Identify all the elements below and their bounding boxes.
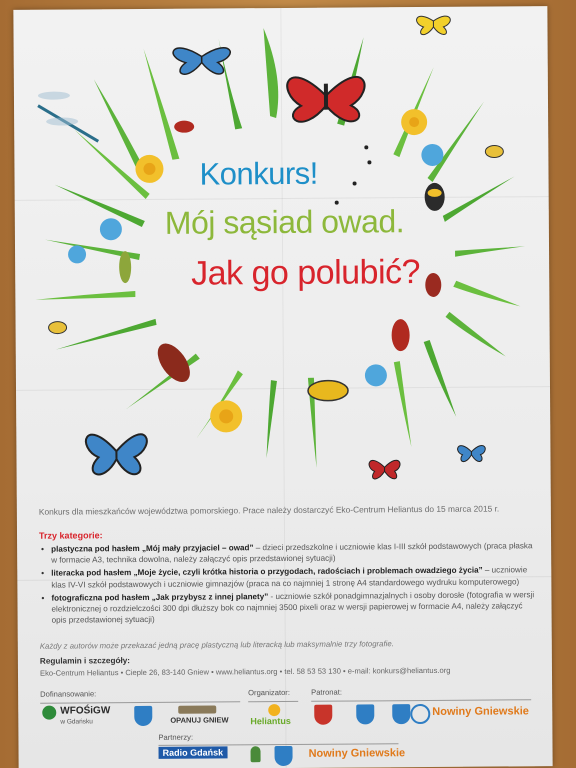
patronage-label: Patronat: bbox=[311, 687, 342, 697]
yellow-butterfly-icon bbox=[417, 16, 451, 35]
category-desc: – dzieci przedszkolne i uczniowie klas I-III szkół podstawowych (praca płaska w formacie A3, technika dowolna, należy załączyć opis przedstawionej sytuacji) bbox=[51, 541, 533, 565]
category-desc: – uczniowie klas IV-VI szkół podstawowych i uczniowie gimnazjów (praca na co najmniej 1 stronę A4 standardowego wydruku komputerowego) bbox=[51, 565, 528, 590]
red-butterfly-icon bbox=[369, 460, 400, 479]
ant-icon bbox=[334, 145, 371, 204]
list-item bbox=[39, 565, 539, 591]
organizer-label: Organizator: bbox=[248, 687, 290, 698]
title-moj-sasiad: Mój sąsiad owad. bbox=[164, 203, 405, 241]
bullet: • bbox=[41, 544, 44, 554]
sunflower-icon bbox=[268, 704, 280, 716]
tczew-crest-icon bbox=[392, 704, 410, 724]
title-jak-polubic: Jak go polubić? bbox=[191, 253, 421, 293]
grass-wreath bbox=[33, 26, 526, 469]
regulations-heading: Regulamin i szczegóły: bbox=[39, 656, 131, 666]
submission-note: Każdy z autorów może przekazać jedną pracę plastyczną lub literacką lub maksymalnie trzy fotografie. bbox=[39, 639, 394, 651]
nowiny-gniewskie-logo: Nowiny Gniewskie bbox=[432, 705, 529, 718]
wfosigw-name: WFOŚiGW bbox=[60, 705, 111, 717]
category-title: fotograficzna pod hasłem „Jak przybysz z innej planety” bbox=[51, 591, 269, 603]
wfosigw-sub: w Gdańsku bbox=[60, 718, 93, 726]
list-item bbox=[39, 540, 539, 566]
bullet: • bbox=[41, 593, 45, 603]
contact-line: Eko-Centrum Heliantus • Cieple 26, 83-140 Gniew • www.heliantus.org • tel. 58 53 53 130 • e-mail: konkurs@heliantus.org bbox=[39, 665, 451, 678]
title-konkurs: Konkurs! bbox=[199, 155, 318, 192]
pomorskie-crest-icon bbox=[134, 706, 152, 726]
divider bbox=[40, 701, 240, 703]
divider bbox=[311, 699, 531, 702]
bullet: • bbox=[41, 569, 45, 579]
red-butterfly-icon bbox=[287, 77, 365, 122]
nowiny-gniewskie-logo: Nowiny Gniewskie bbox=[308, 747, 406, 760]
divider bbox=[248, 701, 298, 702]
list-item bbox=[39, 589, 539, 626]
funding-label: Dofinansowanie: bbox=[40, 689, 97, 699]
category-title: literacka pod hasłem „Moje życie, czyli krótka historia o przygodach, radościach i problemach owadziego życia” bbox=[51, 566, 483, 579]
blue-butterfly-icon bbox=[86, 434, 147, 474]
pomorskie-crest-icon bbox=[356, 704, 374, 724]
blue-butterfly-icon bbox=[173, 48, 230, 75]
radio-gdansk-logo: Radio Gdańsk bbox=[159, 746, 228, 758]
blue-butterfly-icon bbox=[458, 445, 486, 461]
radio-logo-icon bbox=[410, 704, 430, 724]
opanuj-gniew-text: OPANUJ GNIEW bbox=[170, 715, 229, 725]
partners-label: Partnerzy: bbox=[158, 732, 194, 742]
castle-icon bbox=[178, 705, 216, 713]
gniew-crest-icon bbox=[314, 705, 332, 725]
dragonfly-icon bbox=[38, 91, 98, 141]
crest-icon bbox=[274, 746, 292, 766]
category-title: plastyczna pod hasłem „Mój mały przyjaciel – owad” bbox=[51, 543, 254, 554]
poster bbox=[13, 6, 552, 768]
categories-heading: Trzy kategorie: bbox=[38, 530, 103, 541]
intro-text: Konkurs dla mieszkańców województwa pomorskiego. Prace należy dostarczyć Eko-Centrum Heliantus do 15 marca 2015 r. bbox=[38, 503, 500, 517]
category-desc: - uczniowie szkół ponadgimnazjalnych i osoby dorosłe (fotografia w wersji elektronicznej o rozdzielczości 300 dpi dłuższy bok co najmniej 3500 pixeli oraz w wersji papierowej w formacie A4, należy załączyć opis przedstawionej sytuacji) bbox=[51, 590, 535, 625]
categories-list bbox=[39, 540, 540, 628]
tree-icon bbox=[251, 746, 261, 762]
heliantus-text: Heliantus bbox=[250, 715, 291, 727]
tree-icon bbox=[42, 706, 56, 720]
